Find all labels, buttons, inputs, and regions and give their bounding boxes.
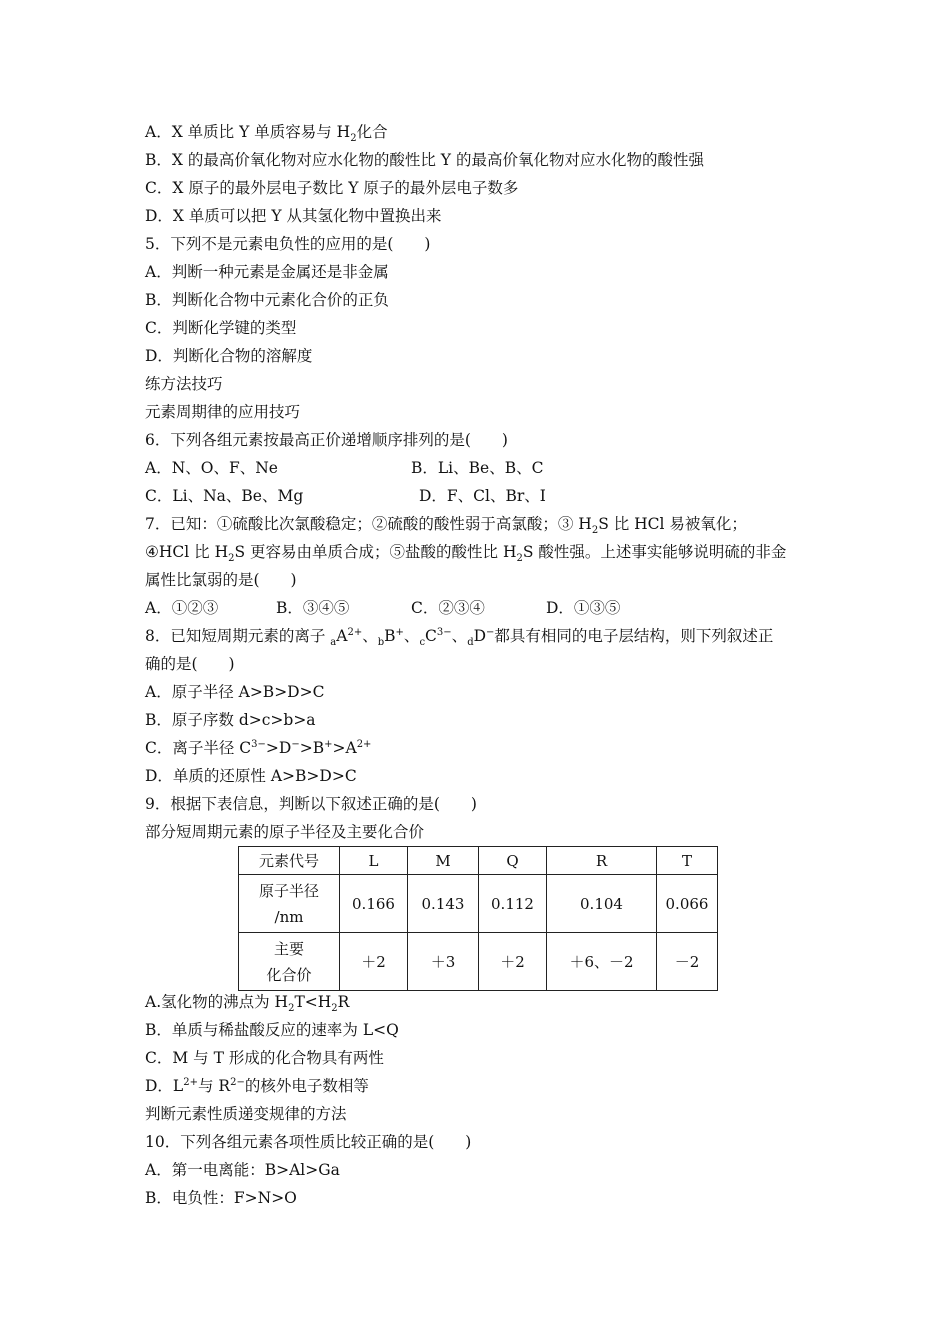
q9-table-title: 部分短周期元素的原子半径及主要化合价 bbox=[145, 823, 425, 841]
q9-option-d: D．$L^{2+}$与 $R^{2-}$的核外电子数相等 bbox=[145, 1076, 369, 1095]
q5-option-c: C．判断化学键的类型 bbox=[145, 319, 297, 337]
table-cell: Q bbox=[479, 847, 547, 875]
q6-stem: 6．下列各组元素按最高正价递增顺序排列的是( ) bbox=[145, 431, 508, 449]
q4-option-c: C．X 原子的最外层电子数比 Y 原子的最外层电子数多 bbox=[145, 179, 519, 197]
q7-stem-line2: ④HCl 比 $H_2S$ 更容易由单质合成；⑤盐酸的酸性比 $H_2S$ 酸性强。上述事实能够说明硫的非金 bbox=[145, 543, 787, 565]
q5-option-a: A．判断一种元素是金属还是非金属 bbox=[145, 263, 389, 281]
table-cell: 0.112 bbox=[479, 875, 547, 933]
q8-stem-line1: 8．已知短周期元素的离子 $_aA^{2+}$、$_b$B+、$_cC^{3-}$、$_d$D−都具有相同的电子层结构，则下列叙述正 bbox=[145, 626, 774, 649]
table-row bbox=[239, 875, 718, 933]
table-cell: 0.066 bbox=[657, 875, 718, 933]
table-cell: T bbox=[657, 847, 718, 875]
q6-option-d: D．F、Cl、Br、I bbox=[419, 487, 546, 505]
q9-option-b: B．单质与稀盐酸反应的速率为 L<Q bbox=[145, 1021, 399, 1039]
q5-option-d: D．判断化合物的溶解度 bbox=[145, 347, 313, 365]
section-heading-trend: 判断元素性质递变规律的方法 bbox=[145, 1105, 347, 1123]
q8-option-d: D．单质的还原性 A>B>D>C bbox=[145, 767, 357, 785]
table-cell: ＋2 bbox=[479, 933, 547, 991]
table-cell: 0.143 bbox=[408, 875, 479, 933]
table-row-label: 主要 化合价 bbox=[239, 933, 340, 991]
q10-option-b: B．电负性：F>N>O bbox=[145, 1189, 297, 1207]
table-cell: L bbox=[340, 847, 408, 875]
table-cell: M bbox=[408, 847, 479, 875]
q7-option-a: A．①②③ bbox=[145, 599, 219, 617]
table-cell: 0.166 bbox=[340, 875, 408, 933]
q6-option-b: B．Li、Be、B、C bbox=[411, 459, 544, 477]
table-cell: 元素代号 bbox=[239, 847, 340, 875]
q9-stem: 9．根据下表信息，判断以下叙述正确的是( ) bbox=[145, 795, 477, 813]
q9-option-c: C．M 与 T 形成的化合物具有两性 bbox=[145, 1049, 384, 1067]
table-cell: ＋6、－2 bbox=[547, 933, 657, 991]
q7-option-d: D．①③⑤ bbox=[546, 599, 621, 617]
q10-option-a: A．第一电离能：B>Al>Ga bbox=[145, 1161, 340, 1179]
q5-option-b: B．判断化合物中元素化合价的正负 bbox=[145, 291, 389, 309]
q8-option-c: C．离子半径 $C^{3-}>D^->B^+>A^{2+}$ bbox=[145, 738, 372, 757]
element-data-table bbox=[238, 846, 718, 991]
q7-stem-line1: 7．已知：①硫酸比次氯酸稳定；②硫酸的酸性弱于高氯酸；③ $H_2S$ 比 HCl 易被氧化； bbox=[145, 515, 747, 537]
table-row-label: 原子半径 /nm bbox=[239, 875, 340, 933]
q8-option-a: A．原子半径 A>B>D>C bbox=[145, 683, 325, 701]
table-cell: －2 bbox=[657, 933, 718, 991]
table-cell: ＋3 bbox=[408, 933, 479, 991]
q4-option-b: B．X 的最高价氧化物对应水化物的酸性比 Y 的最高价氧化物对应水化物的酸性强 bbox=[145, 151, 704, 169]
q4-option-a: A．X 单质比 Y 单质容易与 $H_2$化合 bbox=[145, 123, 388, 145]
table-row bbox=[239, 933, 718, 991]
q6-option-a: A．N、O、F、Ne bbox=[145, 459, 278, 477]
q8-option-b: B．原子序数 d>c>b>a bbox=[145, 711, 316, 729]
q6-option-c: C．Li、Na、Be、Mg bbox=[145, 487, 304, 505]
section-heading-periodic-law: 元素周期律的应用技巧 bbox=[145, 403, 301, 421]
table-cell: R bbox=[547, 847, 657, 875]
q10-stem: 10．下列各组元素各项性质比较正确的是( ) bbox=[145, 1133, 472, 1151]
q5-stem: 5．下列不是元素电负性的应用的是( ) bbox=[145, 235, 431, 253]
q7-option-b: B．③④⑤ bbox=[276, 599, 350, 617]
q8-stem-line2: 确的是( ) bbox=[145, 655, 235, 673]
table-header-row bbox=[239, 847, 718, 875]
q4-option-d: D．X 单质可以把 Y 从其氢化物中置换出来 bbox=[145, 207, 442, 225]
section-heading-method: 练方法技巧 bbox=[145, 375, 223, 393]
q7-stem-line3: 属性比氯弱的是( ) bbox=[145, 571, 297, 589]
q7-option-c: C．②③④ bbox=[411, 599, 485, 617]
table-cell: ＋2 bbox=[340, 933, 408, 991]
q9-option-a: A.氢化物的沸点为 $H_2T<H_2R$ bbox=[145, 993, 350, 1015]
table-cell: 0.104 bbox=[547, 875, 657, 933]
